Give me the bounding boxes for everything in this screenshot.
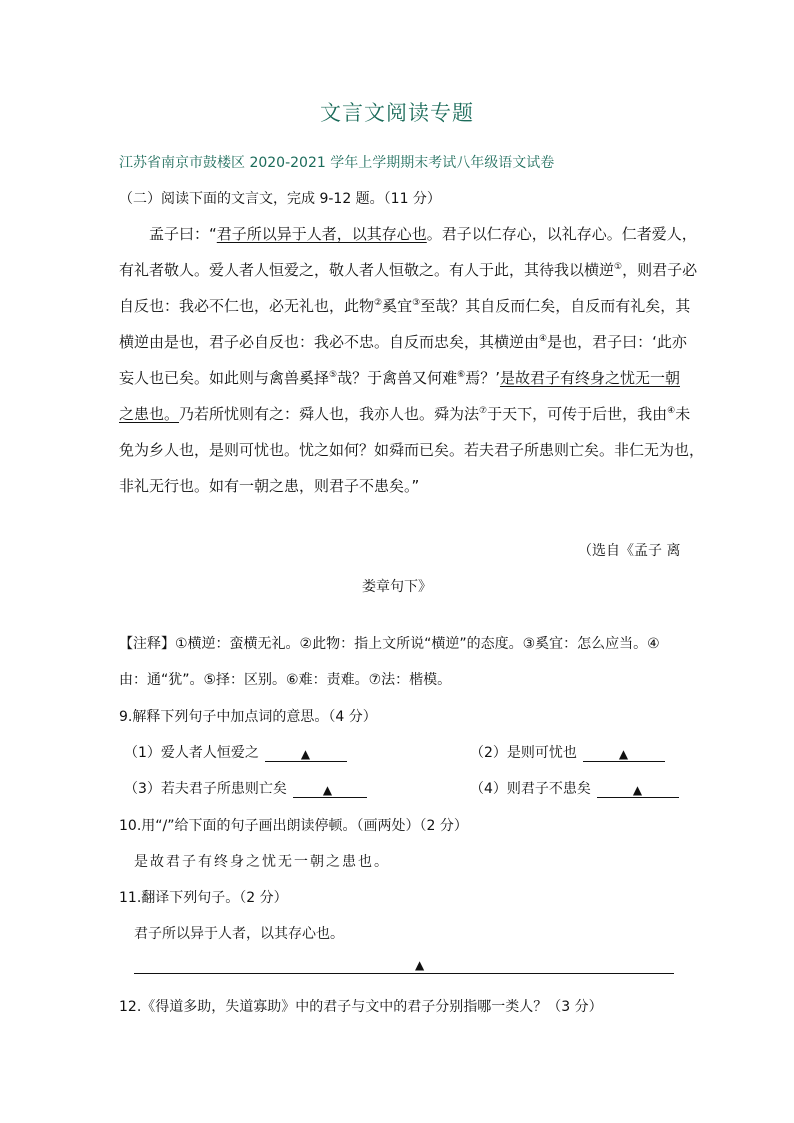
question-11-stem: 11.翻译下列句子。（2 分） — [119, 890, 288, 906]
passage-text: 于天下，可传于后世，我由 — [487, 405, 668, 423]
note-marker: ⑦ — [479, 406, 488, 416]
question-9-item-1 — [124, 742, 347, 762]
answer-line[interactable] — [134, 973, 674, 974]
item-text: （3）若夫君子所患则亡矣 — [124, 781, 287, 797]
item-text: （4）则君子不患矣 — [470, 781, 591, 797]
underlined-sentence: 君子所以异于人者，以其存心也 — [216, 225, 427, 243]
triangle-marker: ▲ — [632, 783, 643, 797]
underlined-sentence: 是故君子有终身之忧无一朝 — [499, 369, 680, 387]
answer-blank[interactable] — [293, 781, 367, 798]
passage-line — [119, 252, 697, 288]
answer-blank[interactable] — [265, 745, 347, 762]
triangle-marker: ▲ — [415, 958, 425, 972]
triangle-marker: ▲ — [618, 747, 629, 761]
passage-line — [119, 432, 704, 468]
note-marker: ⑤ — [329, 370, 338, 380]
question-12-stem: 12.《得道多助，失道寡助》中的君子与文中的君子分别指哪一类人？（3 分） — [119, 999, 603, 1015]
passage-text: 非礼无行也。如有一朝之患，则君子不患矣。” — [119, 477, 420, 495]
answer-blank[interactable] — [597, 781, 679, 798]
question-9-stem: 9.解释下列句子中加点词的意思。（4 分） — [119, 709, 377, 725]
question-9-item-4 — [470, 778, 679, 798]
triangle-marker: ▲ — [322, 783, 333, 797]
passage-text: 孟子曰：“ — [149, 225, 217, 243]
question-9-item-3 — [124, 778, 367, 798]
question-9-item-2 — [470, 742, 665, 762]
passage-line — [119, 360, 680, 396]
page-title: 文言文阅读专题 — [320, 101, 474, 125]
note-marker: ① — [614, 262, 623, 272]
item-text: （2）是则可忧也 — [470, 745, 577, 761]
section-heading: （二）阅读下面的文言文，完成 9-12 题。（11 分） — [119, 191, 441, 207]
passage-text: 。君子以仁存心，以礼存心。仁者爱人， — [426, 225, 697, 243]
passage-text: 妄人也已矣。如此则与禽兽奚择 — [119, 369, 330, 387]
passage-text: ，则君子必 — [622, 261, 698, 279]
citation: （选自《孟子 离 — [578, 543, 681, 559]
notes: 【注释】①横逆：蛮横无礼。②此物：指上文所说“横逆”的态度。③奚宜：怎么应当。④ — [119, 636, 660, 652]
notes-continued: 由：通“犹”。⑤择：区别。⑥难：责难。⑦法：楷模。 — [119, 672, 452, 688]
triangle-marker: ▲ — [300, 747, 311, 761]
passage-line — [149, 216, 697, 252]
note-marker: ② — [374, 298, 383, 308]
passage-text: 横逆由是也，君子必自反也：我必不忠。自反而忠矣，其横逆由 — [119, 333, 540, 351]
passage-text: 免为乡人也，是则可忧也。忧之如何？如舜而已矣。若夫君子所患则亡矣。非仁无为也， — [119, 441, 705, 459]
passage-text: 奚宜 — [382, 297, 413, 315]
question-10-sentence: 是故君子有终身之忧无一朝之患也。 — [134, 854, 390, 870]
passage-line — [119, 396, 690, 432]
exam-source: 江苏省南京市鼓楼区 2020-2021 学年上学期期末考试八年级语文试卷 — [119, 155, 555, 171]
passage-line — [119, 324, 687, 360]
citation-continued: 娄章句下》 — [362, 579, 432, 595]
note-marker: ⑥ — [457, 370, 466, 380]
passage-text: 未 — [675, 405, 691, 423]
passage-text: 焉？’ — [465, 369, 500, 387]
passage-text: 至哉？其自反而仁矣，自反而有礼矣，其 — [420, 297, 691, 315]
item-text: （1）爱人者人恒爱之 — [124, 745, 259, 761]
question-10-stem: 10.用“/”给下面的句子画出朗读停顿。（画两处）（2 分） — [119, 818, 468, 834]
passage-text: 自反也：我必不仁也，必无礼也，此物 — [119, 297, 375, 315]
passage-text: 哉？于禽兽又何难 — [337, 369, 458, 387]
underlined-sentence: 之患也。 — [119, 405, 180, 423]
note-marker: ④ — [667, 406, 676, 416]
passage-text: 乃若所忧则有之：舜人也，我亦人也。舜为法 — [179, 405, 480, 423]
note-marker: ④ — [539, 334, 548, 344]
passage-text: 有礼者敬人。爱人者人恒爱之，敬人者人恒敬之。有人于此，其待我以横逆 — [119, 261, 615, 279]
passage-line — [119, 288, 690, 324]
note-marker: ③ — [412, 298, 421, 308]
passage-text: 是也，君子曰：‘此亦 — [547, 333, 687, 351]
question-11-sentence: 君子所以异于人者，以其存心也。 — [134, 926, 344, 942]
answer-blank[interactable] — [583, 745, 665, 762]
passage-line — [119, 468, 419, 504]
